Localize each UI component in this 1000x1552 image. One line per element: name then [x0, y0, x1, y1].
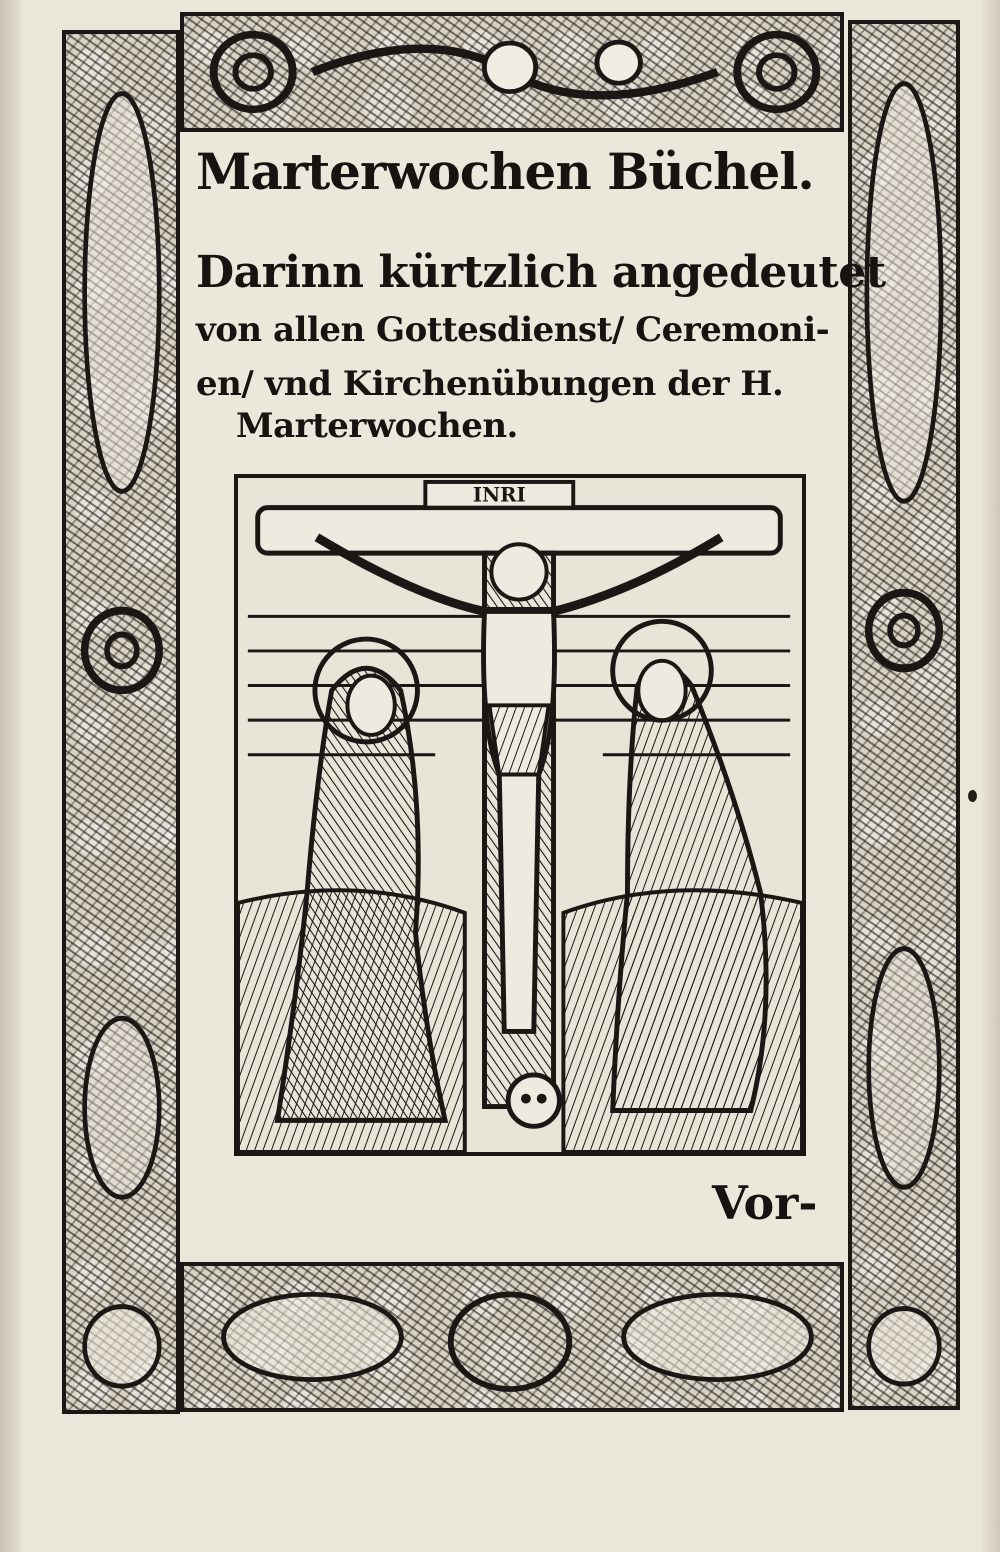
crucifixion-woodcut [234, 474, 806, 1156]
page-gutter-edge [0, 0, 22, 1552]
ink-fleck [968, 790, 977, 802]
cross-inscription: INRI [472, 482, 526, 507]
border-right-ornament [848, 20, 960, 1410]
border-left-ornament [62, 30, 180, 1414]
page-right-edge [980, 0, 1000, 1552]
border-bottom-ornament [180, 1262, 844, 1412]
border-top-ornament [180, 12, 844, 132]
subtitle-line-3: en/ vnd Kirchenübungen der H. [196, 364, 784, 404]
subtitle-line-1: Darinn kürtzlich angedeutet [196, 247, 886, 298]
catchword: Vor- [712, 1176, 818, 1230]
subtitle-line-2: von allen Gottesdienst/ Ceremoni- [196, 310, 830, 350]
subtitle-line-4: Marterwochen. [236, 406, 518, 446]
book-title: Marterwochen Büchel. [196, 142, 814, 201]
